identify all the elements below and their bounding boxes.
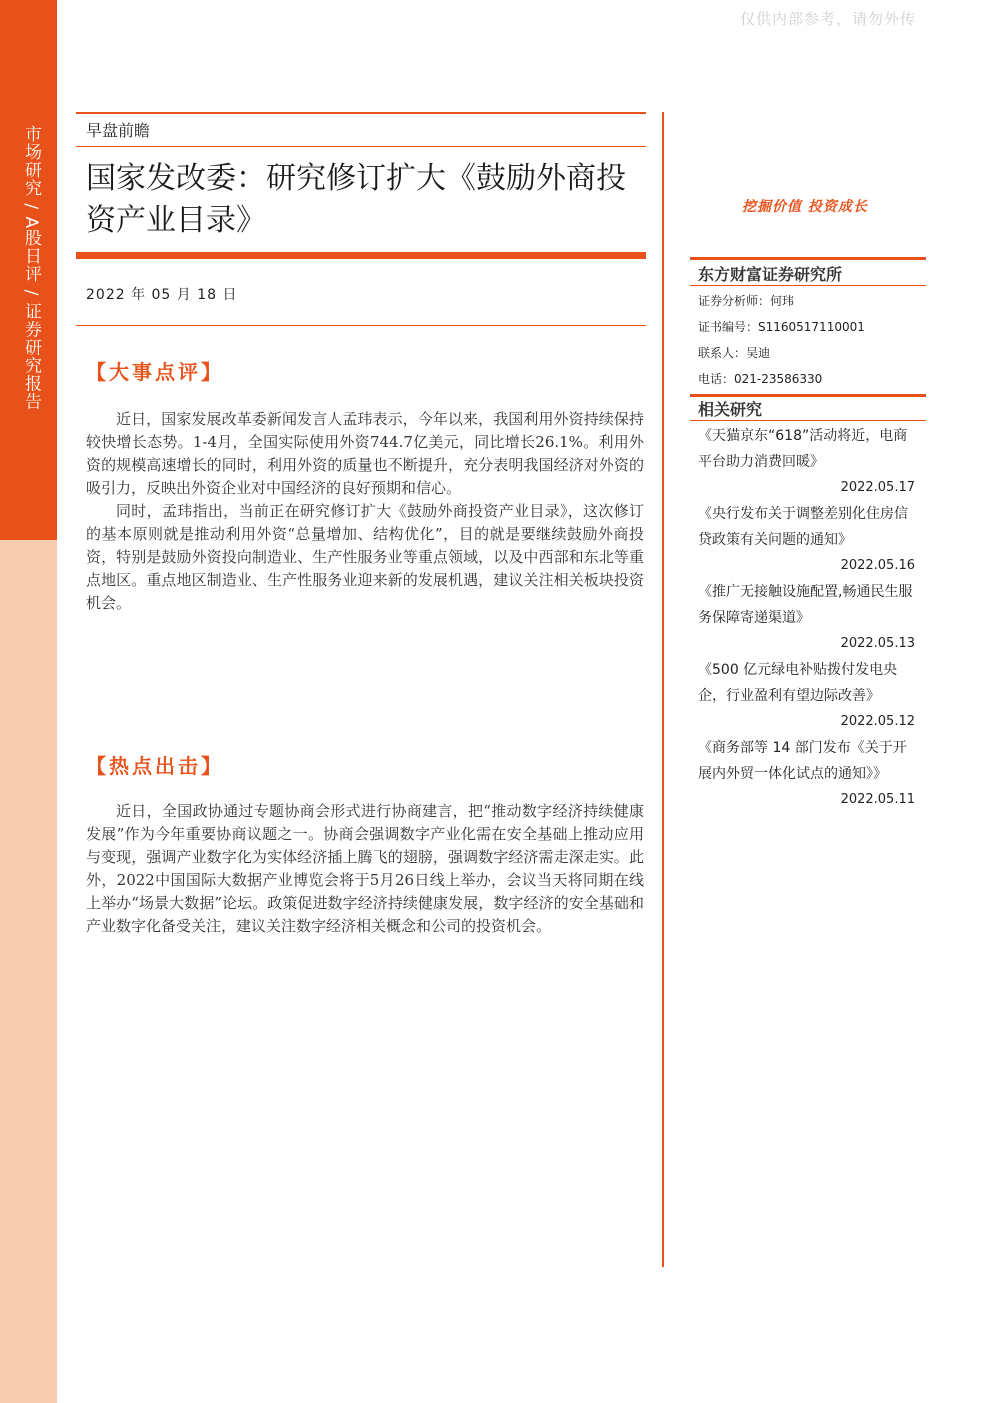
related-item[interactable] (698, 501, 918, 579)
related-item-title: 《天猫京东“618”活动将近，电商平台助力消费回暖》 (698, 428, 908, 470)
related-item-title: 《500 亿元绿电补贴拨付发电央企，行业盈利有望边际改善》 (698, 662, 898, 704)
divider (690, 420, 926, 421)
related-item-date: 2022.05.11 (840, 792, 915, 807)
analyst: 证券分析师：何玮 (698, 294, 795, 308)
related-item-date: 2022.05.12 (840, 714, 915, 729)
related-item[interactable] (698, 423, 918, 501)
divider (76, 325, 646, 326)
contact: 联系人：吴迪 (698, 346, 771, 360)
watermark: 仅供内部参考，请勿外传 (739, 10, 916, 28)
paragraph: 近日，全国政协通过专题协商会形式进行协商建言，把“推动数字经济持续健康发展”作为今年重要协商议题之一。协商会强调数字产业化需在安全基础上推动应用与变现，强调产业数字化为实体经济插上腾飞的翅膀，强调数字经济需走深走实。此外，2022中国国际大数据产业博览会将于5月26日线上举办，会议当天将同期在线上举办“场景大数据”论坛。政策促进数字经济持续健康发展，数字经济的安全基础和产业数字化备受关注，建议关注数字经济相关概念和公司的投资机会。 (86, 802, 644, 935)
related-list (698, 423, 918, 813)
institute-name: 东方财富证券研究所 (698, 265, 843, 284)
report-category: 早盘前瞻 (86, 121, 151, 140)
divider (76, 146, 646, 147)
paragraph: 同时，孟玮指出，当前正在研究修订扩大《鼓励外商投资产业目录》，这次修订的基本原则就是推动利用外资“总量增加、结构优化”，目的就是要继续鼓励外商投资，特别是鼓励外资投向制造业、生产性服务业等重点领域，以及中西部和东北等重点地区。重点地区制造业、生产性服务业迎来新的发展机遇，建议关注相关板块投资机会。 (86, 502, 644, 612)
section-heading: 【热点出击】 (86, 754, 224, 778)
slogan: 挖掘价值 投资成长 (742, 199, 868, 215)
divider (690, 285, 926, 286)
divider (690, 257, 926, 260)
divider (76, 112, 646, 114)
related-item[interactable] (698, 579, 918, 657)
related-item-date: 2022.05.17 (840, 480, 915, 495)
cert-number: 证书编号：S1160517110001 (698, 320, 865, 334)
section-body (86, 800, 644, 938)
related-item-date: 2022.05.16 (840, 558, 915, 573)
related-item-title: 《央行发布关于调整差别化住房信贷政策有关问题的通知》 (698, 506, 908, 548)
section-body (86, 408, 644, 615)
section-heading: 【大事点评】 (86, 360, 224, 384)
paragraph: 近日，国家发展改革委新闻发言人孟玮表示，今年以来，我国利用外资持续保持较快增长态势。1-4月，全国实际使用外资744.7亿美元，同比增长26.1%。利用外资的规模高速增长的同时，利用外资的质量也不断提升，充分表明我国经济对外资的吸引力，反映出外资企业对中国经济的良好预期和信心。 (86, 410, 644, 497)
related-item-date: 2022.05.13 (840, 636, 915, 651)
sidebar-lower-band (0, 540, 57, 1403)
report-date: 2022 年 05 月 18 日 (86, 287, 238, 303)
column-divider (662, 112, 664, 1267)
related-item[interactable] (698, 657, 918, 735)
related-item-title: 《推广无接触设施配置,畅通民生服务保障寄递渠道》 (698, 584, 913, 626)
page-title: 国家发改委：研究修订扩大《鼓励外商投资产业目录》 (86, 161, 626, 238)
related-item[interactable] (698, 735, 918, 813)
title-underline (76, 252, 646, 259)
phone: 电话：021-23586330 (698, 372, 823, 386)
related-item-title: 《商务部等 14 部门发布《关于开展内外贸一体化试点的通知》》 (698, 740, 907, 782)
related-title: 相关研究 (698, 400, 763, 419)
sidebar-label: 市场研究 / A股日评 / 证券研究报告 (21, 125, 41, 411)
